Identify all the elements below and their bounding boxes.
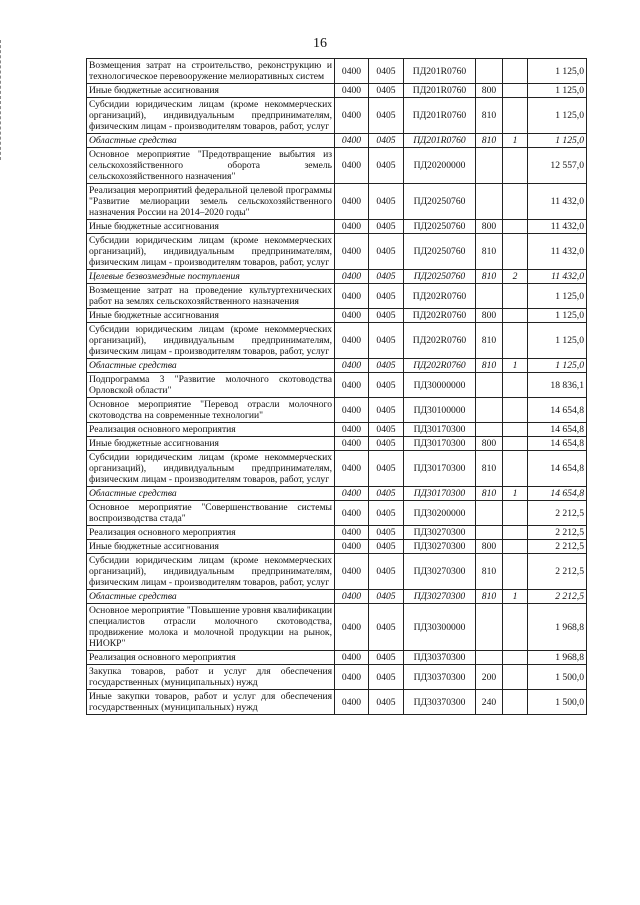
target-article-cell: ПД30000000 (404, 373, 476, 398)
amount-cell: 2 212,5 (528, 501, 587, 526)
expense-type-cell (476, 604, 503, 651)
subsection-code-cell: 0405 (369, 134, 404, 148)
target-article-cell: ПД202R0760 (404, 323, 476, 359)
row-name-cell: Подпрограмма 3 "Развитие молочного скотоводства Орловской области" (87, 373, 335, 398)
amount-cell: 12 557,0 (528, 148, 587, 184)
table-row (87, 184, 587, 220)
row-name-cell: Субсидии юридическим лицам (кроме некоммерческих организаций), индивидуальным предпринимателям, физическим лицам - производителям товаров, работ, услуг (87, 554, 335, 590)
subsection-code-cell: 0405 (369, 690, 404, 715)
expense-type-cell: 810 (476, 590, 503, 604)
subsection-code-cell: 0405 (369, 59, 404, 84)
row-name-cell: Областные средства (87, 359, 335, 373)
table-row (87, 590, 587, 604)
subsection-code-cell: 0405 (369, 437, 404, 451)
amount-cell: 14 654,8 (528, 398, 587, 423)
row-name-cell: Областные средства (87, 487, 335, 501)
target-article-cell: ПД30200000 (404, 501, 476, 526)
subsection-code-cell: 0405 (369, 234, 404, 270)
table-row (87, 423, 587, 437)
row-name-cell: Основное мероприятие "Предотвращение выбытия из сельскохозяйственного оборота земель сельскохозяйственного назначения" (87, 148, 335, 184)
funding-source-cell (503, 501, 528, 526)
amount-cell: 1 500,0 (528, 690, 587, 715)
funding-source-cell: 1 (503, 134, 528, 148)
expense-type-cell: 810 (476, 98, 503, 134)
amount-cell: 2 212,5 (528, 590, 587, 604)
subsection-code-cell: 0405 (369, 501, 404, 526)
table-row (87, 690, 587, 715)
target-article-cell: ПД202R0760 (404, 284, 476, 309)
target-article-cell: ПД201R0760 (404, 134, 476, 148)
amount-cell: 2 212,5 (528, 554, 587, 590)
row-name-cell: Реализация основного мероприятия (87, 526, 335, 540)
target-article-cell: ПД30370300 (404, 651, 476, 665)
row-name-cell: Закупка товаров, работ и услуг для обеспечения государственных (муниципальных) нужд (87, 665, 335, 690)
subsection-code-cell: 0405 (369, 359, 404, 373)
target-article-cell: ПД30170300 (404, 451, 476, 487)
expense-type-cell (476, 526, 503, 540)
funding-source-cell (503, 98, 528, 134)
table-row (87, 540, 587, 554)
target-article-cell: ПД30370300 (404, 690, 476, 715)
amount-cell: 11 432,0 (528, 184, 587, 220)
row-name-cell: Основное мероприятие "Совершенствование системы воспроизводства стада" (87, 501, 335, 526)
amount-cell: 11 432,0 (528, 234, 587, 270)
amount-cell: 1 125,0 (528, 98, 587, 134)
amount-cell: 11 432,0 (528, 220, 587, 234)
table-row (87, 98, 587, 134)
amount-cell: 1 125,0 (528, 59, 587, 84)
funding-source-cell (503, 184, 528, 220)
section-code-cell: 0400 (335, 690, 369, 715)
subsection-code-cell: 0405 (369, 651, 404, 665)
subsection-code-cell: 0405 (369, 526, 404, 540)
amount-cell: 2 212,5 (528, 540, 587, 554)
funding-source-cell (503, 323, 528, 359)
row-name-cell: Иные бюджетные ассигнования (87, 437, 335, 451)
table-row (87, 134, 587, 148)
funding-source-cell (503, 437, 528, 451)
subsection-code-cell: 0405 (369, 590, 404, 604)
expense-type-cell: 810 (476, 554, 503, 590)
subsection-code-cell: 0405 (369, 451, 404, 487)
amount-cell: 14 654,8 (528, 487, 587, 501)
expense-type-cell (476, 398, 503, 423)
funding-source-cell (503, 604, 528, 651)
expense-type-cell: 240 (476, 690, 503, 715)
funding-source-cell: 1 (503, 487, 528, 501)
target-article-cell: ПД30270300 (404, 590, 476, 604)
amount-cell: 14 654,8 (528, 423, 587, 437)
table-row (87, 526, 587, 540)
section-code-cell: 0400 (335, 148, 369, 184)
table-row (87, 651, 587, 665)
amount-cell: 1 125,0 (528, 84, 587, 98)
funding-source-cell: 1 (503, 359, 528, 373)
target-article-cell: ПД30270300 (404, 540, 476, 554)
funding-source-cell (503, 423, 528, 437)
funding-source-cell (503, 148, 528, 184)
budget-table (86, 58, 587, 715)
expense-type-cell: 810 (476, 270, 503, 284)
expense-type-cell: 810 (476, 134, 503, 148)
target-article-cell: ПД201R0760 (404, 84, 476, 98)
table-row (87, 309, 587, 323)
section-code-cell: 0400 (335, 59, 369, 84)
subsection-code-cell: 0405 (369, 398, 404, 423)
row-name-cell: Основное мероприятие "Перевод отрасли молочного скотоводства на современные технологии" (87, 398, 335, 423)
section-code-cell: 0400 (335, 373, 369, 398)
section-code-cell: 0400 (335, 526, 369, 540)
expense-type-cell: 800 (476, 437, 503, 451)
table-row (87, 604, 587, 651)
row-name-cell: Субсидии юридическим лицам (кроме некоммерческих организаций), индивидуальным предпринимателям, физическим лицам - производителям товаров, работ, услуг (87, 98, 335, 134)
funding-source-cell (503, 451, 528, 487)
subsection-code-cell: 0405 (369, 270, 404, 284)
row-name-cell: Иные бюджетные ассигнования (87, 84, 335, 98)
expense-type-cell (476, 284, 503, 309)
subsection-code-cell: 0405 (369, 284, 404, 309)
funding-source-cell: 1 (503, 590, 528, 604)
subsection-code-cell: 0405 (369, 148, 404, 184)
funding-source-cell (503, 59, 528, 84)
row-name-cell: Возмещение затрат на проведение культуртехнических работ на землях сельскохозяйственного назначения (87, 284, 335, 309)
amount-cell: 1 968,8 (528, 604, 587, 651)
table-row (87, 359, 587, 373)
row-name-cell: Субсидии юридическим лицам (кроме некоммерческих организаций), индивидуальным предпринимателям, физическим лицам - производителям товаров, работ, услуг (87, 323, 335, 359)
amount-cell: 1 125,0 (528, 359, 587, 373)
budget-table-body (87, 59, 587, 715)
funding-source-cell: 2 (503, 270, 528, 284)
table-row (87, 284, 587, 309)
table-row (87, 59, 587, 84)
funding-source-cell (503, 540, 528, 554)
section-code-cell: 0400 (335, 134, 369, 148)
section-code-cell: 0400 (335, 665, 369, 690)
row-name-cell: Областные средства (87, 134, 335, 148)
funding-source-cell (503, 526, 528, 540)
target-article-cell: ПД20250760 (404, 234, 476, 270)
target-article-cell: ПД20200000 (404, 148, 476, 184)
expense-type-cell: 810 (476, 451, 503, 487)
funding-source-cell (503, 220, 528, 234)
target-article-cell: ПД20250760 (404, 220, 476, 234)
amount-cell: 14 654,8 (528, 451, 587, 487)
table-row (87, 487, 587, 501)
table-row (87, 270, 587, 284)
expense-type-cell: 810 (476, 359, 503, 373)
table-row (87, 665, 587, 690)
expense-type-cell: 800 (476, 309, 503, 323)
funding-source-cell (503, 309, 528, 323)
row-name-cell: Целевые безвозмездные поступления (87, 270, 335, 284)
expense-type-cell (476, 651, 503, 665)
expense-type-cell (476, 148, 503, 184)
section-code-cell: 0400 (335, 309, 369, 323)
subsection-code-cell: 0405 (369, 220, 404, 234)
table-row (87, 234, 587, 270)
section-code-cell: 0400 (335, 323, 369, 359)
target-article-cell: ПД30170300 (404, 423, 476, 437)
amount-cell: 1 500,0 (528, 665, 587, 690)
target-article-cell: ПД30100000 (404, 398, 476, 423)
section-code-cell: 0400 (335, 501, 369, 526)
table-row (87, 451, 587, 487)
section-code-cell: 0400 (335, 359, 369, 373)
subsection-code-cell: 0405 (369, 323, 404, 359)
row-name-cell: Реализация основного мероприятия (87, 651, 335, 665)
row-name-cell: Субсидии юридическим лицам (кроме некоммерческих организаций), индивидуальным предпринимателям, физическим лицам - производителям товаров, работ, услуг (87, 234, 335, 270)
row-name-cell: Иные бюджетные ассигнования (87, 309, 335, 323)
funding-source-cell (503, 398, 528, 423)
section-code-cell: 0400 (335, 451, 369, 487)
section-code-cell: 0400 (335, 98, 369, 134)
target-article-cell: ПД20250760 (404, 184, 476, 220)
section-code-cell: 0400 (335, 284, 369, 309)
table-row (87, 84, 587, 98)
expense-type-cell: 200 (476, 665, 503, 690)
amount-cell: 1 125,0 (528, 284, 587, 309)
row-name-cell: Иные бюджетные ассигнования (87, 540, 335, 554)
funding-source-cell (503, 651, 528, 665)
table-row (87, 323, 587, 359)
expense-type-cell: 810 (476, 234, 503, 270)
amount-cell: 1 968,8 (528, 651, 587, 665)
table-row (87, 398, 587, 423)
target-article-cell: ПД30170300 (404, 487, 476, 501)
section-code-cell: 0400 (335, 84, 369, 98)
amount-cell: 1 125,0 (528, 323, 587, 359)
funding-source-cell (503, 84, 528, 98)
section-code-cell: 0400 (335, 604, 369, 651)
funding-source-cell (503, 284, 528, 309)
row-name-cell: Возмещения затрат на строительство, реконструкцию и технологическое перевооружение мелиоративных систем (87, 59, 335, 84)
row-name-cell: Иные закупки товаров, работ и услуг для обеспечения государственных (муниципальных) нужд (87, 690, 335, 715)
amount-cell: 18 836,1 (528, 373, 587, 398)
row-name-cell: Областные средства (87, 590, 335, 604)
table-row (87, 148, 587, 184)
section-code-cell: 0400 (335, 270, 369, 284)
target-article-cell: ПД201R0760 (404, 98, 476, 134)
subsection-code-cell: 0405 (369, 604, 404, 651)
table-row (87, 373, 587, 398)
target-article-cell: ПД30170300 (404, 437, 476, 451)
expense-type-cell: 800 (476, 84, 503, 98)
row-name-cell: Основное мероприятие "Повышение уровня квалификации специалистов отрасли молочного скотоводства, продвижение молока и молочной продукции на рынок, НИОКР" (87, 604, 335, 651)
expense-type-cell: 800 (476, 220, 503, 234)
section-code-cell: 0400 (335, 398, 369, 423)
target-article-cell: ПД202R0760 (404, 309, 476, 323)
table-row (87, 501, 587, 526)
expense-type-cell (476, 184, 503, 220)
section-code-cell: 0400 (335, 487, 369, 501)
target-article-cell: ПД30270300 (404, 554, 476, 590)
section-code-cell: 0400 (335, 590, 369, 604)
margin-dashed-line (0, 40, 3, 160)
section-code-cell: 0400 (335, 651, 369, 665)
expense-type-cell (476, 423, 503, 437)
expense-type-cell: 800 (476, 540, 503, 554)
target-article-cell: ПД30270300 (404, 526, 476, 540)
page-number: 16 (313, 36, 327, 51)
target-article-cell: ПД20250760 (404, 270, 476, 284)
subsection-code-cell: 0405 (369, 554, 404, 590)
amount-cell: 1 125,0 (528, 309, 587, 323)
subsection-code-cell: 0405 (369, 487, 404, 501)
expense-type-cell: 810 (476, 323, 503, 359)
row-name-cell: Иные бюджетные ассигнования (87, 220, 335, 234)
subsection-code-cell: 0405 (369, 84, 404, 98)
table-row (87, 554, 587, 590)
amount-cell: 14 654,8 (528, 437, 587, 451)
section-code-cell: 0400 (335, 540, 369, 554)
expense-type-cell (476, 501, 503, 526)
section-code-cell: 0400 (335, 437, 369, 451)
section-code-cell: 0400 (335, 554, 369, 590)
funding-source-cell (503, 665, 528, 690)
table-row (87, 437, 587, 451)
subsection-code-cell: 0405 (369, 540, 404, 554)
subsection-code-cell: 0405 (369, 309, 404, 323)
section-code-cell: 0400 (335, 184, 369, 220)
row-name-cell: Реализация мероприятий федеральной целевой программы "Развитие мелиорации земель сельскохозяйственного назначения России на 2014–2020 годы" (87, 184, 335, 220)
table-row (87, 220, 587, 234)
amount-cell: 1 125,0 (528, 134, 587, 148)
amount-cell: 2 212,5 (528, 526, 587, 540)
expense-type-cell (476, 373, 503, 398)
amount-cell: 11 432,0 (528, 270, 587, 284)
funding-source-cell (503, 373, 528, 398)
target-article-cell: ПД202R0760 (404, 359, 476, 373)
subsection-code-cell: 0405 (369, 665, 404, 690)
row-name-cell: Реализация основного мероприятия (87, 423, 335, 437)
section-code-cell: 0400 (335, 423, 369, 437)
funding-source-cell (503, 234, 528, 270)
expense-type-cell: 810 (476, 487, 503, 501)
target-article-cell: ПД30370300 (404, 665, 476, 690)
funding-source-cell (503, 554, 528, 590)
expense-type-cell (476, 59, 503, 84)
target-article-cell: ПД30300000 (404, 604, 476, 651)
section-code-cell: 0400 (335, 220, 369, 234)
subsection-code-cell: 0405 (369, 184, 404, 220)
subsection-code-cell: 0405 (369, 373, 404, 398)
section-code-cell: 0400 (335, 234, 369, 270)
funding-source-cell (503, 690, 528, 715)
subsection-code-cell: 0405 (369, 98, 404, 134)
target-article-cell: ПД201R0760 (404, 59, 476, 84)
subsection-code-cell: 0405 (369, 423, 404, 437)
row-name-cell: Субсидии юридическим лицам (кроме некоммерческих организаций), индивидуальным предпринимателям, физическим лицам - производителям товаров, работ, услуг (87, 451, 335, 487)
